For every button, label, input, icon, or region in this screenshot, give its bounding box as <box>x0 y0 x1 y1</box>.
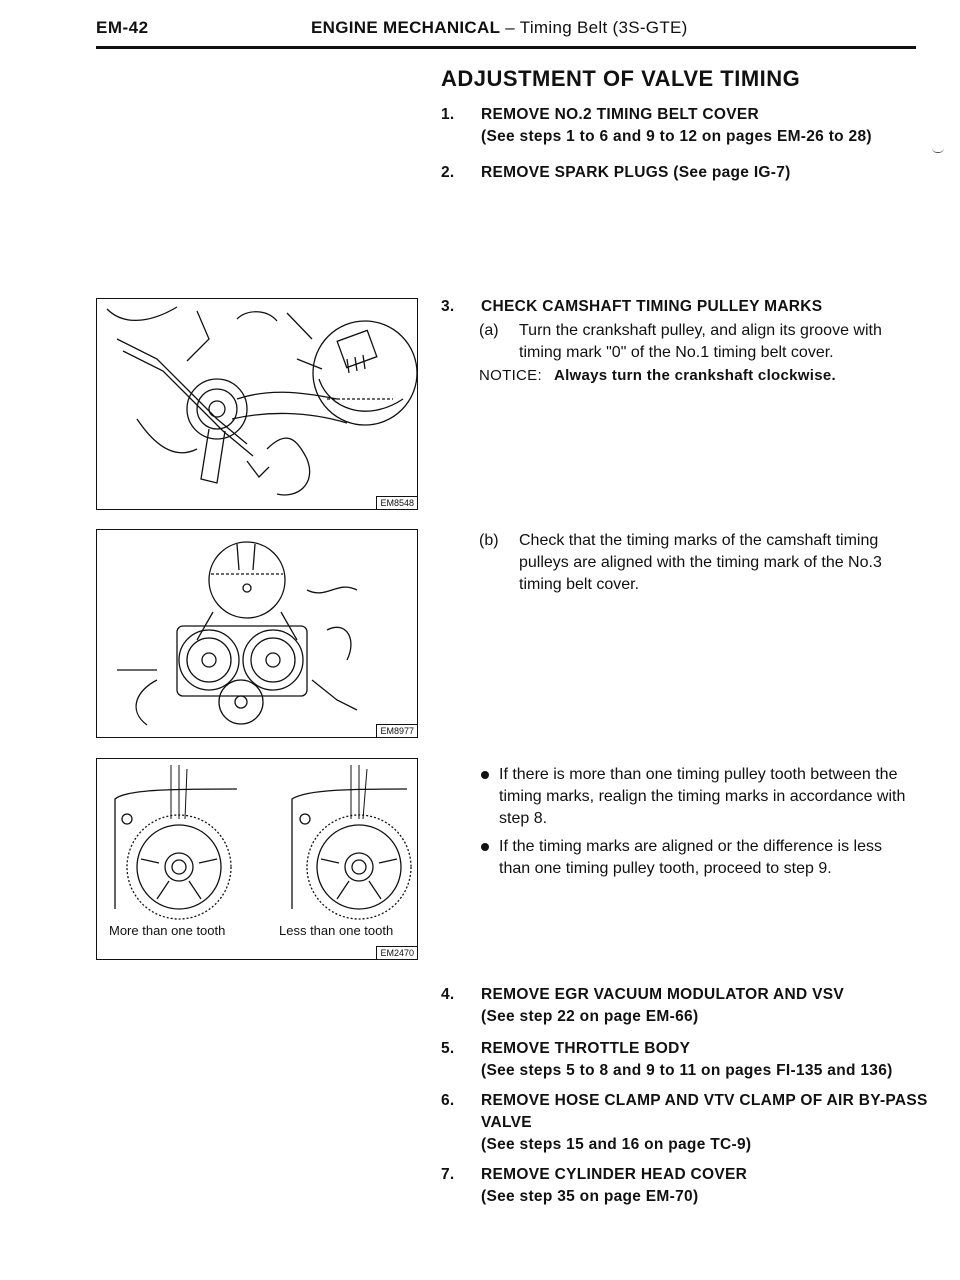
step-text: REMOVE NO.2 TIMING BELT COVER <box>481 106 759 123</box>
figure-caption-left: More than one tooth <box>109 923 226 938</box>
notice-label: NOTICE: <box>479 367 542 384</box>
step-reference: (See step 22 on page EM-66) <box>481 1008 699 1025</box>
substep-text: Turn the crankshaft pulley, and align its groove with timing mark "0" of the No.1 timing belt cover. <box>519 322 882 361</box>
section-title: ADJUSTMENT OF VALVE TIMING <box>441 66 801 91</box>
step-number: 1. <box>441 106 455 123</box>
header-rule <box>96 46 916 49</box>
step-reference: (See step 35 on page EM-70) <box>481 1188 699 1205</box>
section-header-rest: – Timing Belt (3S-GTE) <box>500 18 688 37</box>
substep-text: Check that the timing marks of the camshaft timing pulleys are aligned with the timing mark of the No.3 timing belt cover. <box>519 532 882 593</box>
crankshaft-pulley-illustration <box>97 299 417 509</box>
step-text: REMOVE SPARK PLUGS (See page IG-7) <box>481 164 791 181</box>
page-number: EM-42 <box>96 18 149 37</box>
step-number: 6. <box>441 1092 455 1109</box>
section-header-bold: ENGINE MECHANICAL <box>311 18 501 37</box>
bullet-dot <box>481 771 489 779</box>
step-text: REMOVE EGR VACUUM MODULATOR AND VSV <box>481 986 844 1003</box>
figure-camshaft-pulleys <box>96 529 418 738</box>
step-text: REMOVE HOSE CLAMP AND VTV CLAMP OF AIR BY-PASS VALVE <box>481 1092 928 1131</box>
step-text: CHECK CAMSHAFT TIMING PULLEY MARKS <box>481 298 823 315</box>
figure-code: EM8548 <box>376 496 417 509</box>
step-reference: (See steps 15 and 16 on page TC-9) <box>481 1136 752 1153</box>
figure-code: EM8977 <box>376 724 417 737</box>
figure-tooth-comparison <box>96 758 418 960</box>
bullet-text: If the timing marks are aligned or the difference is less than one timing pulley tooth, proceed to step 9. <box>499 838 882 877</box>
step-number: 5. <box>441 1040 455 1057</box>
substep-label: (a) <box>479 322 499 339</box>
notice-text: Always turn the crankshaft clockwise. <box>553 367 836 384</box>
substep-label: (b) <box>479 532 499 549</box>
bullet-text: If there is more than one timing pulley tooth between the timing marks, realign the timing marks in accordance with step 8. <box>499 766 906 827</box>
figure-caption-right: Less than one tooth <box>279 923 394 938</box>
step-reference: (See steps 5 to 8 and 9 to 11 on pages FI-135 and 136) <box>481 1062 893 1079</box>
step-number: 7. <box>441 1166 455 1183</box>
scan-mark <box>932 148 944 153</box>
step-reference: (See steps 1 to 6 and 9 to 12 on pages EM-26 to 28) <box>481 128 872 145</box>
bullet-dot <box>481 843 489 851</box>
step-number: 2. <box>441 164 455 181</box>
step-number: 3. <box>441 298 455 315</box>
step-number: 4. <box>441 986 455 1003</box>
step-text: REMOVE THROTTLE BODY <box>481 1040 691 1057</box>
figure-code: EM2470 <box>376 946 417 959</box>
section-header <box>311 18 688 38</box>
camshaft-pulleys-illustration <box>97 530 417 737</box>
step-text: REMOVE CYLINDER HEAD COVER <box>481 1166 748 1183</box>
figure-crankshaft-pulley <box>96 298 418 510</box>
notice <box>479 367 836 384</box>
